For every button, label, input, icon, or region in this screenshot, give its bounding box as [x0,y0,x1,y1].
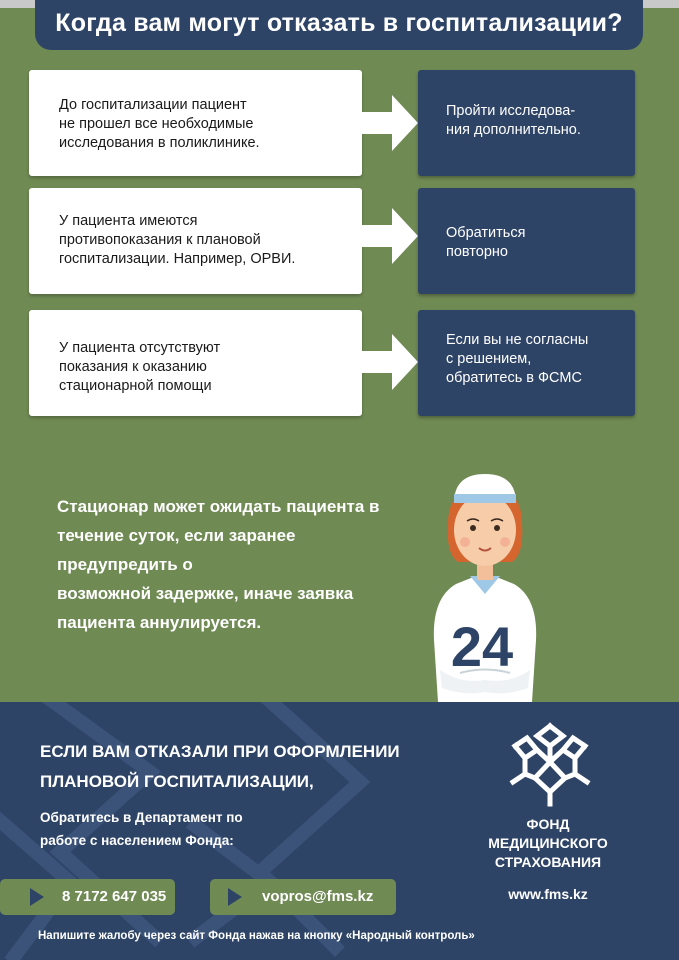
arrow-right-icon [362,332,420,392]
play-icon [30,888,44,906]
page-title: Когда вам могут отказать в госпитализации? [55,9,623,37]
contact-subtext [40,806,280,852]
contact-subtext-line-1: Обратитесь в Департамент по [40,810,243,825]
fund-name-line-3: СТРАХОВАНИЯ [494,854,602,870]
email-address: vopros@fms.kz [262,888,374,905]
contact-heading-line-1: ЕСЛИ ВАМ ОТКАЗАЛИ ПРИ ОФОРМЛЕНИИ [40,742,400,761]
reason-2-line-2: противопоказания к плановой [59,232,261,248]
reason-3-line-3: стационарной помощи [59,378,212,394]
reason-1-line-1: До госпитализации пациент [59,97,247,113]
nurse-illustration [420,470,550,702]
note-line-4: пациента аннулируется. [57,613,262,632]
reason-card-2 [29,188,362,294]
note-line-2: течение суток, если заранее предупредить о [57,526,296,574]
action-1-line-1: Пройти исследова- [446,103,576,119]
contact-section [0,702,679,960]
reason-1-line-3: исследования в поликлинике. [59,135,260,151]
reason-card-1 [29,70,362,176]
website-link[interactable]: www.fms.kz [508,886,588,902]
reason-2-line-3: госпитализации. Например, ОРВИ. [59,251,296,267]
contact-subtext-line-2: работе с населением Фонда: [40,833,234,848]
fund-name-line-2: МЕДИЦИНСКОГО [488,835,608,851]
action-box-1 [418,70,635,176]
arrow-right-icon [362,93,420,153]
reason-3-line-1: У пациента отсутствуют [59,340,221,356]
action-3-line-1: Если вы не согласны [446,332,589,348]
nurse-number: 24 [450,615,514,678]
waiting-note [57,492,417,637]
action-box-3 [418,310,635,416]
note-line-1: Стационар может ожидать пациента в [57,497,380,516]
action-1-line-2: ния дополнительно. [446,122,581,138]
reason-2-line-1: У пациента имеются [59,213,198,229]
fund-name-line-1: ФОНД [526,816,570,832]
contact-heading [40,737,400,797]
email-button[interactable] [210,879,396,915]
fund-name [458,815,638,872]
action-2-line-2: повторно [446,244,508,260]
action-box-2 [418,188,635,294]
action-2-line-1: Обратиться [446,225,526,241]
arrow-right-icon [362,206,420,266]
contact-heading-line-2: ПЛАНОВОЙ ГОСПИТАЛИЗАЦИИ, [40,772,314,791]
complaint-text: Напишите жалобу через сайт Фонда нажав на кнопку «Народный контроль» [38,930,475,942]
fund-logo-icon [505,722,595,807]
title-banner [35,0,643,50]
note-line-3: возможной задержке, иначе заявка [57,584,354,603]
reason-1-line-2: не прошел все необходимые [59,116,254,132]
phone-button[interactable] [0,879,175,915]
action-3-line-2: с решением, [446,351,532,367]
action-3-line-3: обратитесь в ФСМС [446,370,582,386]
reason-3-line-2: показания к оказанию [59,359,207,375]
play-icon [228,888,242,906]
reason-card-3 [29,310,362,416]
phone-number: 8 7172 647 035 [62,888,167,905]
